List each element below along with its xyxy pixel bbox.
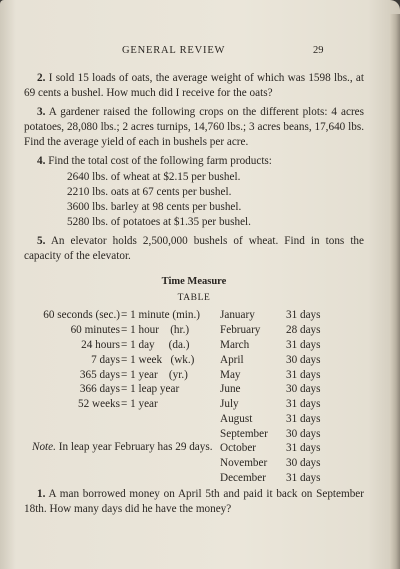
month-days: 30 days (286, 427, 321, 440)
table-cell: = 1 year (121, 398, 158, 411)
table-cell: = 1 day (da.) (121, 338, 190, 351)
table-cell: 24 hours (81, 338, 120, 351)
leap-year-note (24, 440, 224, 455)
month-days: 28 days (286, 324, 321, 337)
time-units-column (28, 308, 120, 412)
problem-1 (24, 487, 364, 517)
month-days: 31 days (286, 309, 321, 322)
product-line: 2210 lbs. oats at 67 cents per bushel. (67, 185, 232, 198)
problem-text: A man borrowed money on April 5th and paid it back on September 18th. How many days did he have the money? (24, 488, 364, 516)
product-list (24, 170, 364, 230)
table-cell: 366 days (79, 383, 120, 396)
month-name: February (220, 324, 261, 337)
table-cell: 60 seconds (sec.) (43, 309, 120, 322)
month-name: March (220, 338, 250, 351)
month-name: June (220, 383, 241, 396)
table-cell: 7 days (91, 353, 120, 366)
page-edge (390, 14, 400, 569)
problem-number: 4. (37, 155, 46, 168)
page-content (24, 67, 364, 518)
month-days: 30 days (286, 383, 321, 396)
time-measure-table (24, 308, 364, 483)
table-cell: = 1 week (wk.) (121, 353, 195, 366)
problem-5 (24, 234, 364, 264)
month-days: 31 days (286, 412, 321, 425)
month-name: September (220, 427, 268, 440)
month-days: 31 days (286, 442, 321, 455)
problem-text: An elevator holds 2,500,000 bushels of wheat. Find in tons the capacity of the elevator. (24, 234, 364, 263)
month-name: November (220, 457, 268, 470)
month-days: 31 days (286, 338, 321, 351)
month-name: August (220, 412, 253, 425)
problem-number: 1. (37, 488, 46, 501)
days-column (286, 308, 336, 486)
month-days: 31 days (286, 472, 321, 485)
table-cell: = 1 year (yr.) (121, 368, 188, 381)
month-name: December (220, 472, 266, 485)
table-label: TABLE (177, 293, 211, 304)
product-line: 5280 lbs. of potatoes at $1.35 per bushel. (67, 215, 251, 228)
problem-text: A gardener raised the following crops on the different plots: 4 acres potatoes, 28,080 lbs.; 2 acres turnips, 14,760 lbs.; 3 acres beans, 17,640 lbs. Find the average yield of each in bushels per acre. (24, 106, 364, 149)
table-cell: 52 weeks (78, 398, 120, 411)
problem-number: 3. (37, 106, 46, 119)
table-cell: = 1 leap year (121, 383, 180, 396)
month-days: 31 days (286, 398, 321, 411)
problem-text: I sold 15 loads of oats, the average weight of which was 1598 lbs., at 69 cents a bushel. How much did I receive for the oats? (24, 72, 365, 100)
time-equivalents-column (121, 308, 226, 412)
product-line: 2640 lbs. of wheat at $2.15 per bushel. (67, 170, 241, 183)
table-cell: = 1 hour (hr.) (121, 324, 190, 337)
month-name: January (220, 309, 255, 322)
note-label: Note. (32, 441, 56, 454)
problem-number: 2. (37, 72, 46, 84)
month-name: October (220, 442, 257, 455)
table-cell: 365 days (79, 368, 120, 381)
month-name: April (220, 353, 244, 366)
month-name: May (220, 368, 241, 381)
section-title: Time Measure (161, 276, 227, 288)
table-cell: 60 minutes (70, 324, 120, 337)
problem-4 (24, 154, 364, 169)
note-text: In leap year February has 29 days. (58, 441, 213, 454)
running-head: GENERAL REVIEW (122, 45, 226, 56)
problem-2 (24, 71, 364, 101)
problem-number: 5. (37, 234, 46, 247)
month-name: July (220, 398, 239, 411)
month-days: 30 days (286, 353, 321, 366)
page-number: 29 (313, 45, 324, 56)
month-column (220, 308, 290, 486)
problem-text: Find the total cost of the following farm products: (48, 155, 272, 168)
month-days: 30 days (286, 457, 321, 470)
product-line: 3600 lbs. barley at 98 cents per bushel. (67, 200, 242, 213)
table-cell: = 1 minute (min.) (121, 309, 201, 322)
problem-3 (24, 105, 364, 150)
month-days: 31 days (286, 368, 321, 381)
